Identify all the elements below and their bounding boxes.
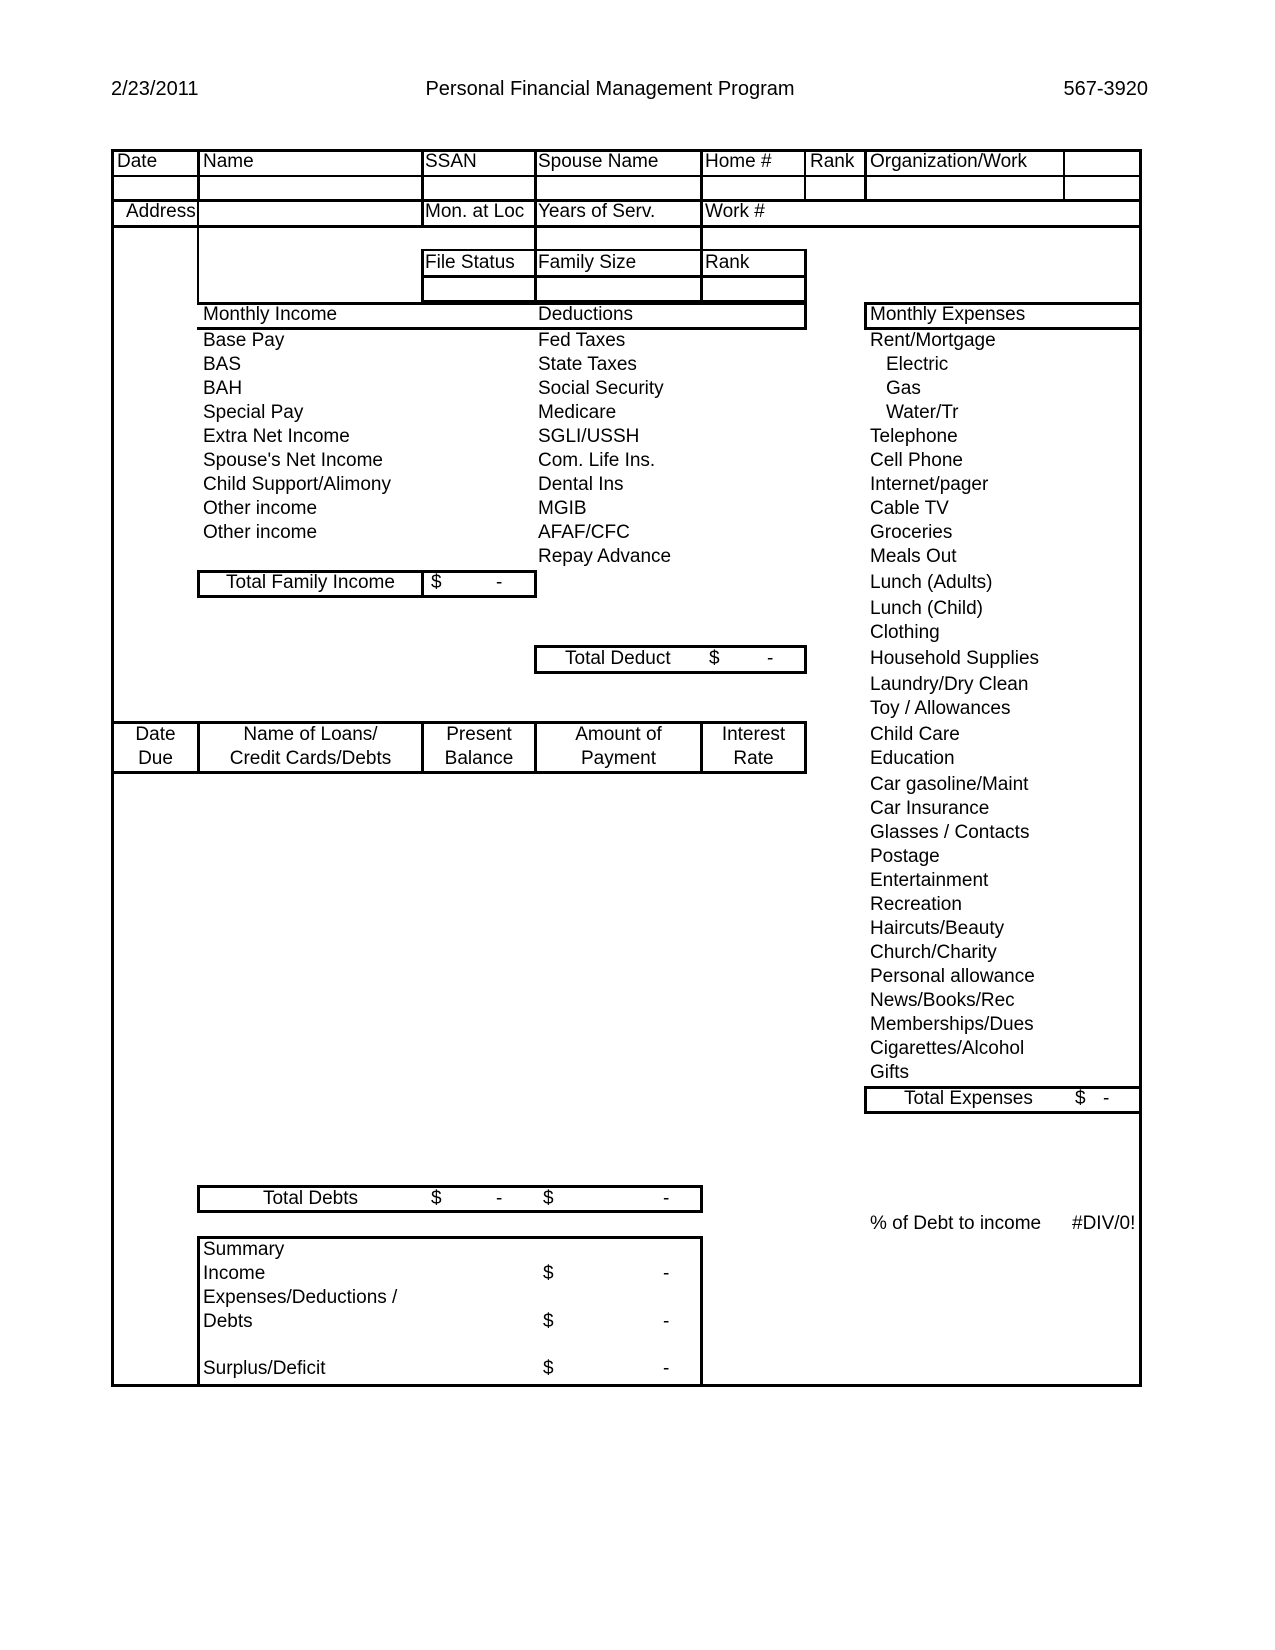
total-expenses-value: - — [1103, 1088, 1110, 1109]
total-expenses-currency: $ — [1075, 1088, 1086, 1109]
expense-item: Lunch (Adults) — [870, 572, 993, 593]
col-rate-line1: Interest — [721, 724, 786, 745]
months-at-loc-label: Mon. at Loc — [425, 201, 525, 222]
expense-item: Memberships/Dues — [870, 1014, 1034, 1035]
expense-item: Education — [870, 748, 955, 769]
grid-line — [804, 645, 807, 674]
work-phone-label: Work # — [705, 201, 765, 222]
grid-line — [804, 721, 807, 774]
frame-right-line — [1139, 149, 1142, 1387]
col-rate-line2: Rate — [733, 748, 774, 769]
summary-income-value: - — [663, 1263, 670, 1284]
file-status-label: File Status — [425, 252, 515, 273]
expense-item: Toy / Allowances — [870, 698, 1011, 719]
expense-item: Clothing — [870, 622, 940, 643]
deduction-item: SGLI/USSH — [538, 426, 640, 447]
grid-line — [534, 570, 537, 598]
expense-item: Cigarettes/Alcohol — [870, 1038, 1025, 1059]
expense-item: Water/Tr — [886, 402, 959, 423]
summary-expenses-label-line1: Expenses/Deductions / — [203, 1287, 398, 1308]
grid-line — [864, 1086, 867, 1114]
rank-label-2: Rank — [705, 252, 750, 273]
summary-income-label: Income — [203, 1263, 266, 1284]
summary-expenses-value: - — [663, 1311, 670, 1332]
summary-expenses-label-line2: Debts — [203, 1311, 253, 1332]
expense-item: Postage — [870, 846, 940, 867]
total-deduct-label: Total Deduct — [565, 648, 671, 669]
col-date-due-line1: Date — [135, 724, 176, 745]
monthly-expenses-title: Monthly Expenses — [870, 304, 1026, 325]
expense-item: Car Insurance — [870, 798, 990, 819]
total-debts-currency-1: $ — [431, 1188, 442, 1209]
grid-line — [804, 149, 806, 201]
col-payment-line1: Amount of — [575, 724, 662, 745]
summary-income-currency: $ — [543, 1263, 554, 1284]
deduction-item: MGIB — [538, 498, 587, 519]
family-size-label: Family Size — [538, 252, 637, 273]
name-label: Name — [203, 151, 254, 172]
debt-to-income-value: #DIV/0! — [1072, 1213, 1136, 1234]
total-expenses-label: Total Expenses — [904, 1088, 1033, 1109]
total-debts-label: Total Debts — [262, 1188, 359, 1209]
grid-line — [864, 1111, 1142, 1114]
expense-item: Groceries — [870, 522, 953, 543]
income-item: BAH — [203, 378, 243, 399]
address-label: Address — [126, 201, 196, 222]
expense-item: Cable TV — [870, 498, 949, 519]
income-item: Extra Net Income — [203, 426, 350, 447]
frame-bottom-line — [111, 1384, 1142, 1387]
income-item: Base Pay — [203, 330, 285, 351]
income-item: Other income — [203, 522, 318, 543]
grid-line — [534, 645, 537, 674]
expense-item: News/Books/Rec — [870, 990, 1015, 1011]
summary-expenses-currency: $ — [543, 1311, 554, 1332]
grid-line — [421, 149, 424, 228]
spouse-name-label: Spouse Name — [538, 151, 659, 172]
grid-line — [804, 249, 807, 303]
expense-item: Cell Phone — [870, 450, 963, 471]
grid-line — [197, 199, 199, 303]
deduction-item: Fed Taxes — [538, 330, 626, 351]
header-phone: 567-3920 — [1063, 78, 1148, 100]
expense-item: Meals Out — [870, 546, 957, 567]
expense-item: Haircuts/Beauty — [870, 918, 1005, 939]
grid-line — [197, 1236, 200, 1386]
expense-item: Recreation — [870, 894, 962, 915]
grid-line — [700, 149, 703, 303]
expense-item: Household Supplies — [870, 648, 1040, 669]
total-debts-currency-2: $ — [543, 1188, 554, 1209]
expense-item: Gas — [886, 378, 921, 399]
deductions-title: Deductions — [538, 304, 634, 325]
organization-label: Organization/Work — [870, 151, 1027, 172]
expense-item: Electric — [886, 354, 949, 375]
col-loan-name-line2: Credit Cards/Debts — [229, 748, 392, 769]
grid-line — [197, 1210, 703, 1213]
summary-surplus-value: - — [663, 1358, 670, 1379]
expense-item: Gifts — [870, 1062, 910, 1083]
total-debts-value-2: - — [663, 1188, 670, 1209]
deduction-item: Repay Advance — [538, 546, 672, 567]
income-item: Spouse's Net Income — [203, 450, 383, 471]
income-item: Child Support/Alimony — [203, 474, 391, 495]
header-date: 2/23/2011 — [111, 78, 199, 100]
monthly-income-title: Monthly Income — [203, 304, 338, 325]
debt-to-income-label: % of Debt to income — [870, 1213, 1042, 1234]
income-item: Other income — [203, 498, 318, 519]
expense-item: Glasses / Contacts — [870, 822, 1030, 843]
grid-line — [1063, 149, 1065, 201]
grid-line — [421, 570, 424, 598]
col-loan-name-line1: Name of Loans/ — [243, 724, 378, 745]
deduction-item: State Taxes — [538, 354, 637, 375]
grid-line — [111, 175, 1142, 177]
grid-line — [700, 1236, 703, 1386]
total-family-income-currency: $ — [431, 572, 442, 593]
income-item: Special Pay — [203, 402, 304, 423]
deduction-item: Social Security — [538, 378, 664, 399]
ssan-label: SSAN — [425, 151, 477, 172]
expense-item: Church/Charity — [870, 942, 997, 963]
grid-line — [534, 149, 537, 303]
summary-surplus-currency: $ — [543, 1358, 554, 1379]
expense-item: Rent/Mortgage — [870, 330, 996, 351]
grid-line — [111, 225, 1142, 228]
deduction-item: Com. Life Ins. — [538, 450, 656, 471]
expense-item: Personal allowance — [870, 966, 1035, 987]
expense-item: Child Care — [870, 724, 960, 745]
expense-item: Laundry/Dry Clean — [870, 674, 1029, 695]
col-balance-line2: Balance — [444, 748, 514, 769]
expense-item: Telephone — [870, 426, 958, 447]
page-title: Personal Financial Management Program — [425, 78, 795, 100]
col-payment-line2: Payment — [581, 748, 656, 769]
grid-line — [864, 302, 867, 330]
grid-line — [804, 302, 807, 330]
expense-item: Internet/pager — [870, 474, 989, 495]
total-family-income-label: Total Family Income — [226, 572, 395, 593]
grid-line — [197, 327, 807, 330]
deduction-item: Medicare — [538, 402, 617, 423]
date-label: Date — [117, 151, 158, 172]
grid-line — [421, 275, 806, 278]
grid-line — [421, 249, 806, 251]
deduction-item: Dental Ins — [538, 474, 624, 495]
expense-item: Entertainment — [870, 870, 989, 891]
grid-line — [197, 149, 200, 202]
total-family-income-value: - — [496, 572, 503, 593]
grid-line — [197, 595, 537, 598]
total-debts-value-1: - — [496, 1188, 503, 1209]
total-deduct-value: - — [767, 648, 774, 669]
total-deduct-currency: $ — [709, 648, 720, 669]
col-date-due-line2: Due — [138, 748, 173, 769]
grid-line — [700, 1185, 703, 1213]
summary-surplus-label: Surplus/Deficit — [203, 1358, 326, 1379]
years-of-service-label: Years of Serv. — [538, 201, 656, 222]
col-balance-line1: Present — [446, 724, 512, 745]
deduction-item: AFAF/CFC — [538, 522, 630, 543]
grid-line — [421, 249, 424, 303]
grid-line — [534, 671, 807, 674]
home-phone-label: Home # — [705, 151, 772, 172]
grid-line — [864, 149, 867, 201]
expense-item: Lunch (Child) — [870, 598, 983, 619]
summary-title: Summary — [203, 1239, 285, 1260]
rank-label: Rank — [810, 151, 855, 172]
income-item: BAS — [203, 354, 242, 375]
expense-item: Car gasoline/Maint — [870, 774, 1029, 795]
